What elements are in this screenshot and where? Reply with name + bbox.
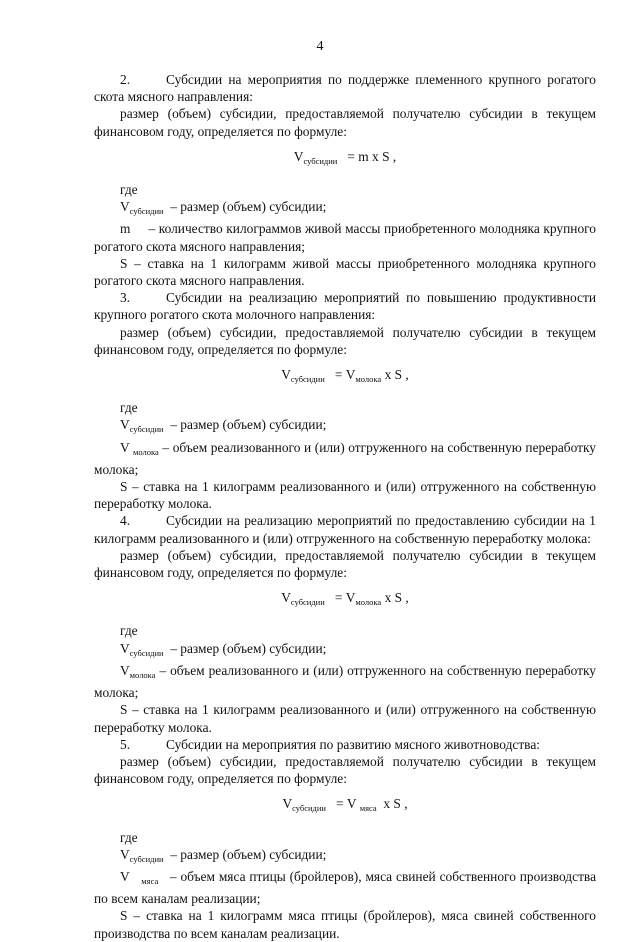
formula-3: $V_{субсидии}$ = $V_{молока}$ x S , — [281, 367, 409, 385]
section-heading-text: Субсидии на мероприятия по поддержке племенного крупного рогатого скота мясного направления: — [94, 72, 596, 105]
definition-s: S – ставка на 1 килограмм реализованного и (или) отгруженного на собственную переработку молока. — [94, 479, 596, 512]
page-number: 4 — [316, 39, 324, 54]
where-label: где — [120, 623, 138, 639]
definition-s: S – ставка на 1 килограмм реализованного и (или) отгруженного на собственную переработку молока. — [94, 702, 596, 735]
definition-v-milk: V $_{молока}$ – объем реализованного и (или) отгруженного на собственную переработку молока; — [94, 439, 596, 477]
formula-5: $V_{субсидии}$ = V $_{мяса}$ x S , — [282, 796, 408, 814]
definition-v-subsidy: $V_{субсидии}$ – размер (объем) субсидии; — [120, 846, 327, 864]
definition-v-subsidy: $V_{субсидии}$ – размер (объем) субсидии; — [120, 199, 327, 217]
section-heading-text: Субсидии на реализацию мероприятий по предоставлению субсидии на 1 килограмм реализованного и (или) отгруженного на собственную переработку молока: — [94, 513, 596, 546]
section-2-heading — [94, 71, 596, 105]
section-number: 2. — [120, 72, 131, 87]
section-heading-text: Субсидии на реализацию мероприятий по повышению продуктивности крупного рогатого скота молочного направления: — [94, 290, 596, 323]
document-body — [94, 71, 596, 942]
definition-v-subsidy: $V_{субсидии}$ – размер (объем) субсидии; — [120, 417, 327, 435]
definition-v-subsidy: $V_{субсидии}$ – размер (объем) субсидии; — [120, 640, 327, 658]
where-label: где — [120, 829, 138, 845]
formula-intro: размер (объем) субсидии, предоставляемой получателю субсидии в текущем финансовом году, определяется по формуле: — [94, 106, 596, 139]
section-number: 4. — [120, 513, 131, 529]
formula-4: $V_{субсидии}$ = $V_{молока}$ x S , — [281, 590, 409, 608]
where-label: где — [120, 400, 138, 416]
section-4-heading — [94, 512, 596, 546]
definition-v-meat: V $_{мяса}$ – объем мяса птицы (бройлеров), мяса свиней собственного производства по всем каналам реализации; — [94, 868, 597, 907]
section-number: 3. — [120, 290, 131, 306]
section-5-heading — [94, 736, 596, 753]
formula-intro: размер (объем) субсидии, предоставляемой получателю субсидии в текущем финансовом году, определяется по формуле: — [94, 547, 596, 581]
definition-m: m – количество килограммов живой массы приобретенного молодняка крупного рогатого скота мясного направления; — [94, 221, 596, 254]
where-label: где — [120, 182, 138, 198]
section-number: 5. — [120, 736, 131, 752]
formula-2: $V_{субсидии}$ = m x S , — [293, 148, 397, 166]
definition-v-milk: $V_{молока}$ – объем реализованного и (или) отгруженного на собственную переработку молока; — [94, 662, 596, 701]
section-3-heading — [94, 289, 596, 323]
formula-intro: размер (объем) субсидии, предоставляемой получателю субсидии в текущем финансовом году, определяется по формуле: — [94, 753, 596, 787]
section-heading-text: Субсидии на мероприятия по развитию мясного животноводства: — [166, 736, 540, 752]
definition-s: S – ставка на 1 килограмм живой массы приобретенного молодняка крупного рогатого скота мясного направления. — [94, 255, 596, 289]
formula-intro: размер (объем) субсидии, предоставляемой получателю субсидии в текущем финансовом году, определяется по формуле: — [94, 324, 596, 357]
definition-s: S – ставка на 1 килограмм мяса птицы (бройлеров), мяса свиней собственного производства по всем каналам реализации. — [94, 908, 596, 941]
